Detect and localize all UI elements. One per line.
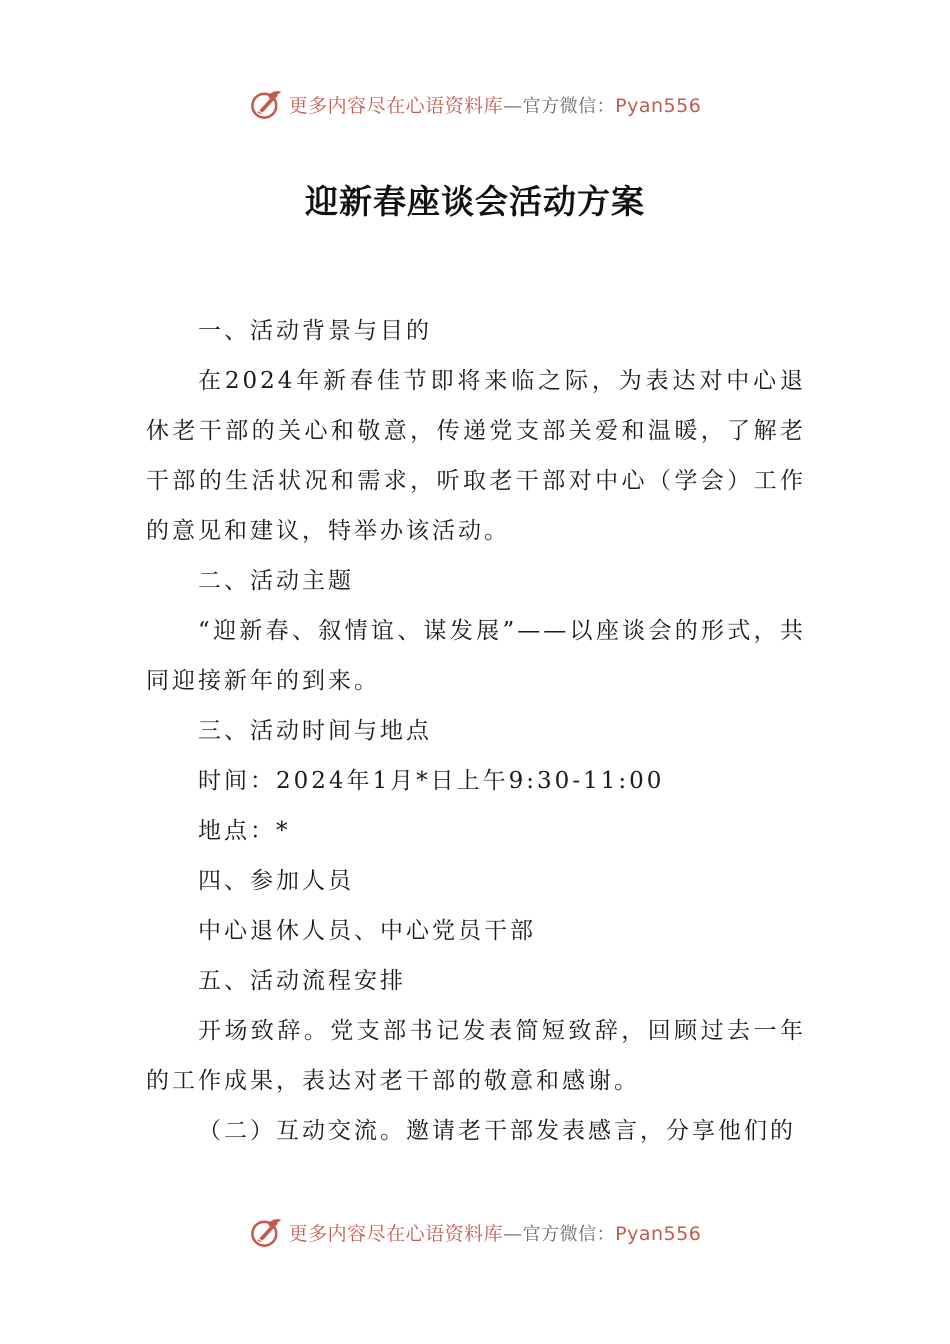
paragraph-location: 地点：* — [198, 818, 291, 844]
paragraph-opening: 开场致辞。党支部书记发表简短致辞，回顾过去一年的工作成果，表达对老干部的敬意和感谢。 — [146, 1018, 806, 1094]
watermark-dash: — — [503, 1222, 523, 1245]
watermark-text — [289, 1219, 702, 1246]
section-heading-1: 一、活动背景与目的 — [198, 318, 432, 344]
footer-watermark — [0, 1212, 950, 1252]
watermark-official-label: 官方微信： — [522, 1223, 616, 1245]
quill-pen-logo-icon — [249, 1215, 283, 1249]
watermark-brand: 更多内容尽在心语资料库 — [288, 94, 504, 117]
section-heading-3: 三、活动时间与地点 — [198, 718, 432, 744]
document-title: 迎新春座谈会活动方案 — [305, 182, 645, 221]
section-heading-5: 五、活动流程安排 — [198, 968, 406, 994]
watermark-text — [289, 91, 702, 118]
paragraph-background: 在2024年新春佳节即将来临之际，为表达对中心退休老干部的关心和敬意，传递党支部关爱和温暖，了解老干部的生活状况和需求，听取老干部对中心（学会）工作的意见和建议，特举办该活动。 — [146, 368, 806, 544]
header-watermark — [0, 84, 950, 124]
paragraph-theme: “迎新春、叙情谊、谋发展”——以座谈会的形式，共同迎接新年的到来。 — [146, 618, 806, 694]
paragraph-time: 时间：2024年1月*日上午9:30-11:00 — [198, 768, 665, 794]
watermark-wechat-id: Pyan556 — [615, 94, 702, 117]
watermark-official-label: 官方微信： — [522, 95, 616, 117]
section-heading-2: 二、活动主题 — [198, 568, 354, 594]
quill-pen-logo-icon — [249, 87, 283, 121]
paragraph-interaction: （二）互动交流。邀请老干部发表感言，分享他们的 — [198, 1118, 796, 1144]
watermark-wechat-id: Pyan556 — [615, 1222, 702, 1245]
document-body — [146, 306, 806, 1156]
watermark-dash: — — [503, 94, 523, 117]
section-heading-4: 四、参加人员 — [198, 868, 354, 894]
watermark-brand: 更多内容尽在心语资料库 — [288, 1222, 504, 1245]
paragraph-participants: 中心退休人员、中心党员干部 — [198, 918, 536, 944]
